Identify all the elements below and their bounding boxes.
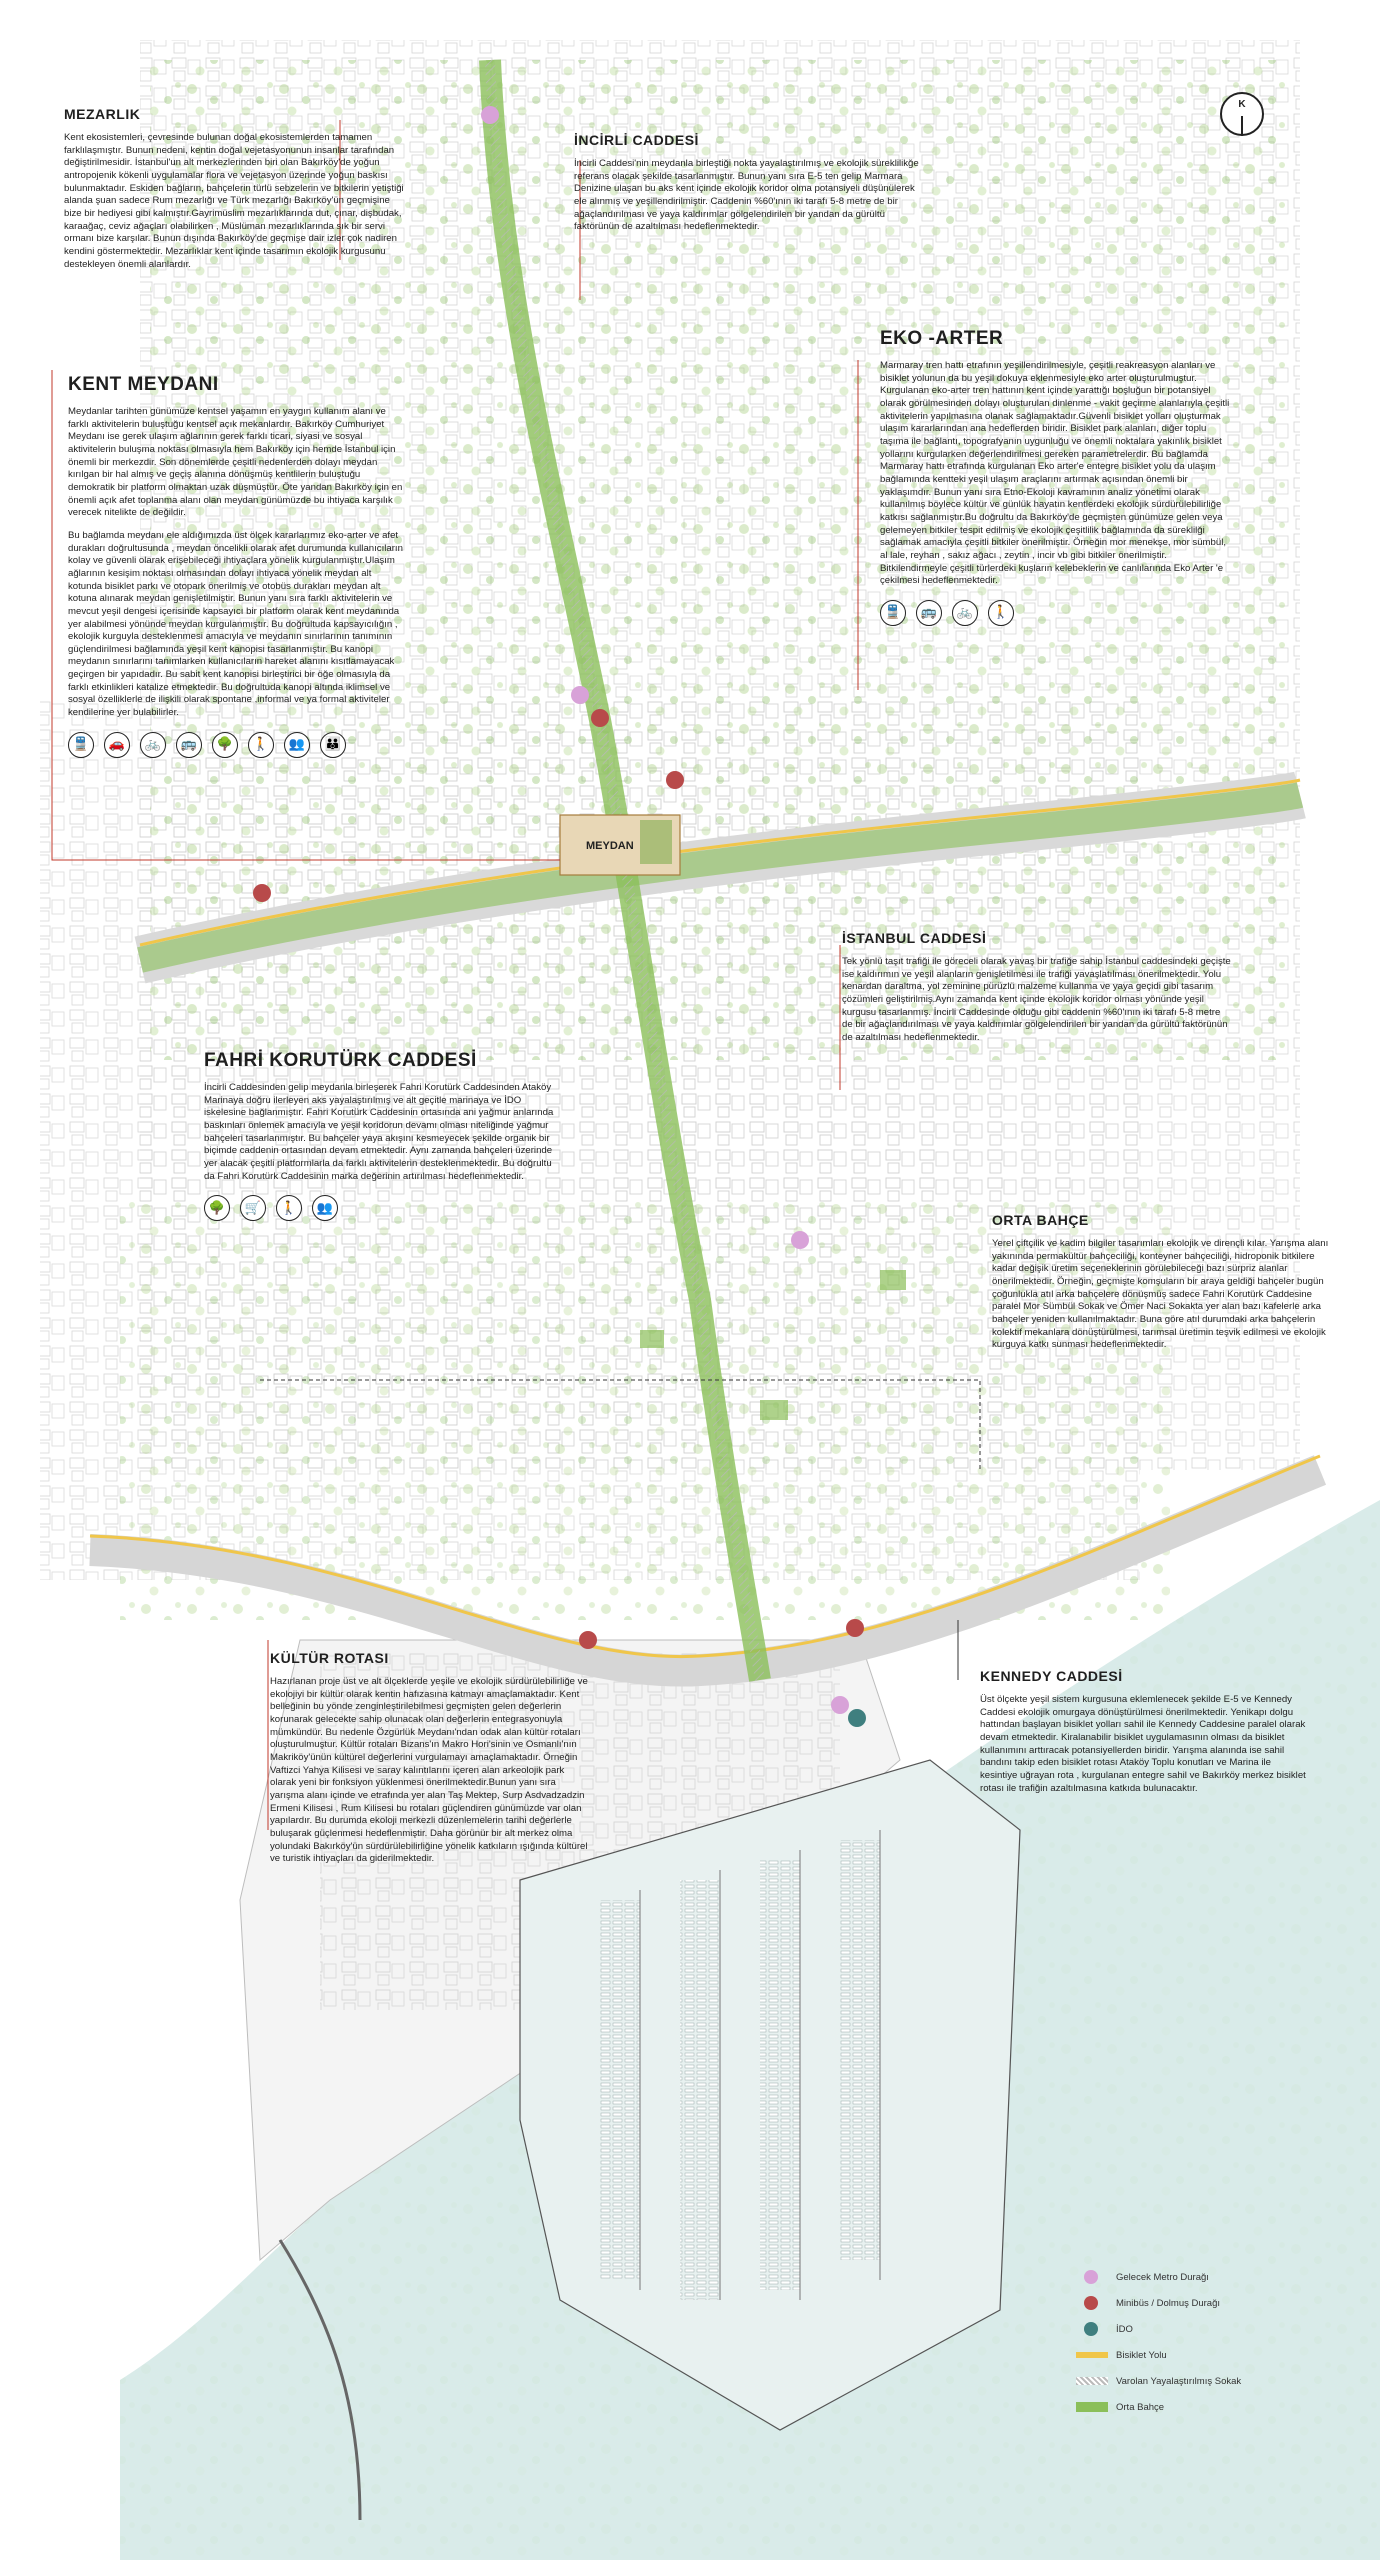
section-istanbul [842, 930, 1232, 1045]
section-body: İncirli Caddesinden gelip meydanla birleşerek Fahri Korutürk Caddesinden Ataköy Marinaya doğru ilerleyen aks yayalaştırılmış ve alt geçitle marinaya ve İDO iskelesine bağlanmıştır. Fahri Korutürk Caddesinin ortasında ani yağmur anlarında baskınları önlemek amacıyla ve yeşil koridorun devamı olması niteliğinde yağmur bahçeleri tasarlanmıştır. Bu bahçeler yaya akışını kesmeyecek şekilde organik bir biçimde caddenin ortasından devam etmektedir. Aynı zamanda bahçeleri üzerinde yer alacak çeşitli platformlarla da farklı aktivitelerin desteklenmektedir. Bu doğrultu da Fahri Korutürk Caddesinin marka değerinin artırılması hedeflenmektedir. [204, 1082, 554, 1182]
section-title: İNCİRLİ CADDESİ [574, 132, 699, 148]
section-title: EKO -ARTER [880, 328, 1004, 349]
legend-label: Gelecek Metro Durağı [1116, 2271, 1209, 2283]
section-body: Hazırlanan proje üst ve alt ölçeklerde yeşile ve ekolojik sürdürülebilirliğe ve ekolojiyi bir kültür olarak kentin hafızasına katmayı amaçlamaktadır. Kent belleğinin bu yönde zenginleştirilebilmesi geçmişten gelen değerlerin korunarak gelecekte sahip olunacak olan değerlerin entegrasyonuyla mümkündür. Bu nedenle Özgürlük Meydanı'ndan odak alan kültür rotaları oluşturulmuştur. Kültür rotaları Bizans'ın Makro Hori'sinin ve Osmanlı'nın Makriköy'ünün kültürel değerlerini vurgulamayı amaçlamaktadır. Örneğin Vaftizci Yahya Kilisesi ve saray kalıntılarını içeren alan arkeolojik park olarak yeni bir fonksiyon yüklenmesi önerilmektedir.Bunun yanı sıra yarışma alanı içinde ve etrafında yer alan Taş Mektep, Surp Asdvadzadzin Ermeni Kilisesi , Rum Kilisesi bu rotaları güçlendiren günümüzde var olan yapılardır. Bu durumda ekoloji merkezli düzenlemelerin tarihi değerlerle buluşarak güçlenmesi hedeflenmiştir. Daha görünür bir alt merkez olma yolundaki Bakırköy'ün sürdürülebilirliğine yönelik katkıların ışığında kültürel ve turistik ihtiyaçları da giderilmektedir. [270, 1676, 588, 1865]
section-body: Üst ölçekte yeşil sistem kurgusuna eklemlenecek şekilde E-5 ve Kennedy Caddesi ekolojik omurgaya dönüştürülmesi önerilmektedir. Yenikapı dolgu hattından başlayan bisiklet yolları sahil ile Kennedy Caddesine paralel olarak devam etmektedir. Kiralanabilir bisiklet uygulamasının olması da bisiklet kullanımını arttıracak potansiyellerden biridir. Yarışma alanında ise sahil bandını takip eden bisiklet rotası Ataköy Toplu konutları ve Marina ile kesintiye uğrayan rota , kurgulanan entegre sahil ve Bakırköy merkez bisiklet rotası ile trafiğin azaltılmasına katkıda bulunacaktır. [980, 1694, 1306, 1794]
metro-stop [831, 1696, 849, 1714]
walking-icon: 🚶 [276, 1195, 302, 1221]
legend-item [1076, 2264, 1316, 2290]
marina-piers-2 [680, 1880, 720, 2300]
marina-piers-4 [840, 1840, 880, 2260]
shopping-cart-icon: 🛒 [240, 1195, 266, 1221]
north-arrow [1220, 92, 1264, 136]
train-icon: 🚆 [68, 732, 94, 758]
north-needle [1241, 116, 1243, 136]
section-fahri [204, 1050, 564, 1221]
minibus-stop [666, 771, 684, 789]
orta-bahce-2 [640, 1330, 664, 1348]
legend-label: İDO [1116, 2323, 1133, 2335]
metro-stop [481, 106, 499, 124]
metro-stop [571, 686, 589, 704]
icon-row [204, 1195, 564, 1221]
marina-piers-3 [760, 1860, 800, 2290]
people-icon: 👥 [284, 732, 310, 758]
section-title: İSTANBUL CADDESİ [842, 930, 987, 946]
section-kennedy [980, 1668, 1310, 1795]
legend-label: Bisiklet Yolu [1116, 2349, 1167, 2361]
legend-label: Minibüs / Dolmuş Durağı [1116, 2297, 1221, 2309]
minibus-stop [579, 1631, 597, 1649]
section-title: ORTA BAHÇE [992, 1212, 1089, 1228]
north-letter: K [1238, 99, 1246, 110]
bicycle-icon: 🚲 [140, 732, 166, 758]
section-body: İncirli Caddesi'nin meydanla birleştiği nokta yayalaştırılmış ve ekolojik süreklilikğe referans olacak şekilde tasarlanmıştır. Bunun yanı sıra E-5 ten gelip Marmara Denizine ulaşan bu aks kent içinde ekolojik koridor olma potansiyeli düşünülerek ele alınmış ve yeşillendirilmiştir. Caddenin %60'ının iki tarafı 5-8 metre de bir ağaçlandırılması ve yaya kaldırımlar gölgelendirilen bir yandan da gürültü faktörünün de azaltılması hedeflenmektedir. [574, 158, 919, 233]
orta-bahce-1 [880, 1270, 906, 1290]
legend-item [1076, 2342, 1316, 2368]
section-title: MEZARLIK [64, 106, 141, 122]
section-kent-meydani [68, 374, 408, 758]
meydan-label: MEYDAN [586, 840, 634, 852]
legend-label: Varolan Yayalaştırılmış Sokak [1116, 2375, 1242, 2387]
bicycle-icon: 🚲 [952, 600, 978, 626]
legend-item [1076, 2290, 1316, 2316]
section-title: KÜLTÜR ROTASI [270, 1650, 389, 1666]
tree-icon: 🌳 [212, 732, 238, 758]
minibus-stop [591, 709, 609, 727]
legend-label: Orta Bahçe [1116, 2401, 1165, 2413]
section-mezarlik [64, 106, 404, 271]
orta-bahce-swatch [1076, 2402, 1108, 2412]
legend-item [1076, 2394, 1316, 2420]
section-body: Meydanlar tarihten günümüze kentsel yaşamın en yaygın kullanım alanı ve farklı aktivitelerin buluştuğu kentsel açık mekanlardır. Bakırköy Cumhuriyet Meydanı ise gerek ulaşım ağlarının gerek farklı ticari, siyasi ve sosyal aktivitelerin buluşma noktası olmasıyla hem Bakırköy için hemde İstanbul için önemli bir merkezdir. Son dönemlerde çeşitli nedenlerden dolayı meydan kırılgan bir hal almış ve geçiş alanına dönüşmüş kentlilerin buluştuğu demokratik bir platform olmaktan uzak düşmüştür. Öte yandan Bakırköy için en önemli açık afet toplanma alanı olan meydan günümüzde bu ihtiyaca karşılık verecek nitelikte de değildir. [68, 406, 403, 519]
legend-item [1076, 2368, 1316, 2394]
minibus-stop-swatch [1084, 2296, 1098, 2310]
section-body: Tek yönlü taşıt trafiği ile göreceli olarak yavaş bir trafiğe sahip İstanbul caddesindeki geçişte ise kaldırımın ve yeşil alanların genişletilmesi ile trafiği yavaşlatılması önerilmektedir. Yolu kenardan daraltma, yol zeminine pürüzlü malzeme kullanma ve yaya geçidi gibi tasarım çözümleri geliştirilmiş.Aynı zamanda kent içinde ekolojik koridor olması yönünde yeşil kurgusu tasarlanmış. İncirli Caddesinde olduğu gibi caddenin %60'ının iki tarafı 5-8 metre de bir ağaçlandırılması ve yaya kaldırımlar gölgelendirilen bir yandan da gürültü faktörünün de azaltılması hedeflenmektedir. [842, 956, 1231, 1043]
minibus-stop [253, 884, 271, 902]
gathering-icon: 👪 [320, 732, 346, 758]
section-title: KENT MEYDANI [68, 374, 219, 395]
marina-piers-1 [600, 1900, 640, 2280]
walking-icon: 🚶 [248, 732, 274, 758]
section-eko-arter [880, 328, 1230, 626]
ido-stop-swatch [1084, 2322, 1098, 2336]
ido-stop [848, 1709, 866, 1727]
legend-item [1076, 2316, 1316, 2342]
section-title: FAHRİ KORUTÜRK CADDESİ [204, 1050, 477, 1071]
icon-row [880, 600, 1230, 626]
icon-row [68, 732, 408, 758]
section-body: Bu bağlamda meydanı ele aldığımızda üst ölçek kararlarımız eko-arter ve afet durakları doğrultusunda , meydan öncelikli olarak afet durumunda kullanıcıların kolay ve güvenli olarak erişebileceği ihtiyaçlara yönelik kurgulanmıştır.Ulaşım ağlarının kesişim noktası olmasından dolayı ihtiyaca yönelik meydan alt kotunda bisiklet parkı ve otopark önerilmiş ve otobüs durakları meydan alt kotuna alınarak meydan genişletilmiştir. Bunun yanı sıra farklı aktivitelerin ve mevcut yeşil dengesi içerisinde kapsayıcı bir platform olarak kent meydanında yer alabilmesi yönünde meydan kurgulanmıştır. Bu doğrultuda kapsayıcılığın , ekolojik kurguyla desteklenmesi amacıyla ve meydanın sınırlarının tanımının güçlendirilmesi bağlamında yeşil kent kanopisi tasarlanmıştır. Bu kanopi meydanın sınırlarını tanımlarken kullanıcıların hareket alanını kısıtlamayacak geçirgen bir yapıdadır. Bu sabit kent kanopisi birleştirici bir öğe olmasıyla da farklı etkinlikleri katalize etmektedir. Bu doğrultuda kanopi altında iklimsel ve sosyal özelliklerle de ilişkili olarak spontane ,informal ve ya formal aktiviteler kendilerine yer bulabilirler. [68, 529, 403, 719]
section-body: Kent ekosistemleri, çevresinde bulunan doğal ekosistemlerden tamamen farklılaşmıştır. Bunun nedeni, kentin doğal vejetasyonunun insanlar tarafından değiştirilmesidir. İstanbul'un alt merkezlerinden biri olan Bakırköy'de yoğun antropojenik kökenli uygulamalar flora ve vejetasyon üzerinde yoğun baskısı bulunmaktadır. Eskiden bağların, bahçelerin türlü sebzelerin ve bitkilerin yetiştiği alanda şuan sadece Rum mezarlığı ve Türk mezarlığı Bakırköy'ün geçmişine bize bir hediyesi gibi kalmıştır.Gayrimüslim mezarlıklarında dut, çınar, dişbudak, karaağaç, ceviz ağaçları olabilirken , Müslüman mezarlıklarında sık bir servi ormanı bize karşılar. Bunun dışında Bakırköy'de geçmişe dair izler çok nadiren kendini göstermektedir. Mezarlıklar kent içinde tasarımın ekolojik kurgusunu destekleyen önemli alanlardır. [64, 132, 404, 270]
metro-stop [791, 1231, 809, 1249]
map-legend [1076, 2264, 1316, 2420]
car-icon: 🚗 [104, 732, 130, 758]
section-body: Yerel çiftçilik ve kadim bilgiler tasarımları ekolojik ve dirençli kılar. Yarışma alanı yakınında permakültür bahçeciliği, konteyner bahçeciliği, hidroponik bitkilere kadar değişik üretim seçeneklerinin görülebileceği bazı sürpriz alanlar önerilmektedir. Örneğin, geçmişte komşuların bir araya geldiği bahçeler bugün çoğunlukla atıl arka bahçelere dönüşmüş sadece Fahri Korutürk Caddesine paralel Mor Sümbül Sokak ve Ömer Naci Sokakta yer alan bazı kafelerle arka bahçeler yeniden kullanılmaktadır. Buna göre atıl durumdaki arka bahçelerin kolektif mekanlara dönüştürülmesi, tarımsal üretimin teşvik edilmesi ve ekolojik kurguya katkı sunması hedeflenmektedir. [992, 1238, 1329, 1351]
orta-bahce-3 [760, 1400, 788, 1420]
bus-icon: 🚌 [176, 732, 202, 758]
section-title: KENNEDY CADDESİ [980, 1668, 1123, 1684]
pedestrian-street-swatch [1076, 2377, 1108, 2385]
tree-icon: 🌳 [204, 1195, 230, 1221]
section-incirli [574, 132, 924, 234]
meydan-canopy [640, 820, 672, 864]
walking-icon: 🚶 [988, 600, 1014, 626]
metro-stop-swatch [1084, 2270, 1098, 2284]
minibus-stop [846, 1619, 864, 1637]
section-kultur [270, 1650, 590, 1866]
train-icon: 🚆 [880, 600, 906, 626]
people-icon: 👥 [312, 1195, 338, 1221]
bicycle-path-swatch [1076, 2352, 1108, 2358]
section-orta-bahce [992, 1212, 1332, 1352]
bus-icon: 🚌 [916, 600, 942, 626]
section-body: Marmaray tren hattı etrafının yeşillendirilmesiyle, çeşitli reakreasyon alanları ve bisiklet yolunun da bu yeşil dokuya eklenmesiyle eko arter oluşturulmuştur. Kurgulanan eko-arter tren hattının kent içinde yarattığı boşluğun bir potansiyel olarak görülmesinden dolayı oluşturulan dinlenme - vakit geçirme alanlarıyla çeşitli aktivitelerin yapılmasına olanak sağlamaktadır.Güvenli bisiklet yolları oluşturmak ulaşım kararlarından ana hedeflerden biridir. Bisiklet park alanları, diğer toplu taşıma ile bağlantı, topografyanın uygunluğu ve önemli noktalara yakınlık bisiklet yollarını kurgularken değerlendirilmesi gereken parametrelerdir. Bu bağlamda Marmaray hattı etrafında kurgulanan Eko arter'e entegre bisiklet yolu da ulaşım bağlamında kentteki yeşil ulaşım araçlarını artırmak açısından önemli bir yaklaşımdır. Bunun yanı sıra Etno-Ekoloji kavramının analiz yönetimi olarak kullanılmış böylece kültür ve günlük hayatın kentlerdeki ekolojik sürdürülebilirliğe katkısı sağlanmıştır.Bu doğrultu da Bakırköy'de geçmişten günümüze gelen veya gelemeyen bitkiler tespit edilmiş ve ekolojik çeşitlilik bağlamında da süreklilği sağlamak amacıyla çeşitli bitkiler önerilmiştir. Örneğin mor menekşe, mor sümbül, al lale, reyhan , sakız ağacı , zeytin , incir vb gibi bitkiler önerilmiştir. Bitkilendirmeyle çeşitli türlerdeki kuşların kelebeklerin ve canlılarında Eko Arter 'e çekilmesi hedeflenmektedir. [880, 360, 1230, 587]
